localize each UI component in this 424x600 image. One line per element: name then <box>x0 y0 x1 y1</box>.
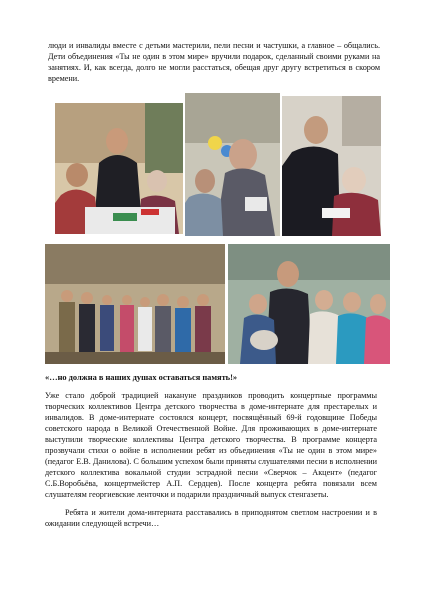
concert-paragraph: Уже стало доброй традицией накануне праздников проводить концертные программы творческих коллективов Центра детского творчества в доме-интернате для престарелых и инвалидов. В доме-интернате состоялся концерт, посвящённый 69-й годовщине Победы советского народа в Великой Отечественной Войне. Для проживающих в доме-интернате выступили творческие коллективы Центра детского творчества. В программе концерта прозвучали стихи о войне в исполнении ребят из объединения «Ты не один в этом мире» (педагог Е.В. Данилова). С большим успехом были приняты слушателями песни в исполнении детского коллектива вокальной студии эстрадной песни «Сверчок – Акцент» (педагог С.Б.Воробьёва, концертмейстер А.П. Сердцев). После концерта ребята повязали всем слушателям георгиевские ленточки и подарили праздничный выпуск стенгазеты. <box>45 391 377 499</box>
photo-elderly-woman-with-child <box>185 93 280 236</box>
photo-hands-crafting <box>282 96 381 236</box>
closing-paragraph: Ребята и жители дома-интерната расставались в приподнятом светлом настроении и в ожидании следующей встречи… <box>45 508 377 528</box>
intro-paragraph: люди и инвалиды вместе с детьми мастерили, пели песни и частушки, а главное – общались. Дети объединения «Ты не один в этом мире» вручили подарок, сделанный своими руками на занятиях. И, как всегда, долго не могли расстаться, обещая друг другу встретиться в скором времени. <box>48 41 380 83</box>
photo-group-children <box>45 244 225 364</box>
section-heading: «…но должна в наших душах оставаться память!» <box>45 373 238 382</box>
photo-children-with-cat <box>228 244 390 364</box>
photo-craft-session <box>55 103 183 234</box>
